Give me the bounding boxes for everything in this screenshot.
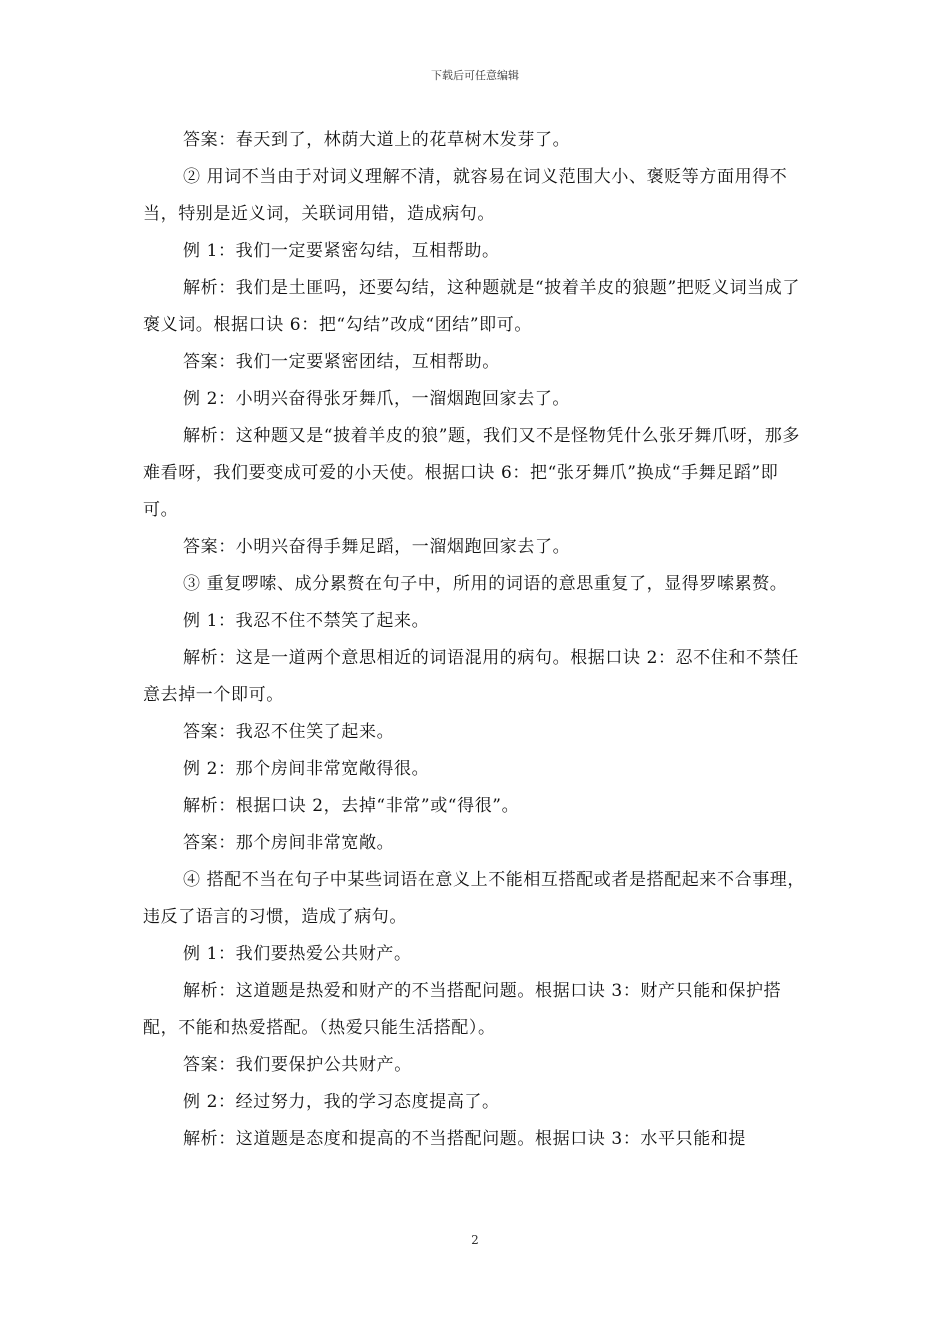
page-header: 下载后可任意编辑 xyxy=(431,69,519,82)
page-number: 2 xyxy=(471,1233,479,1247)
paragraph: 答案：小明兴奋得手舞足蹈，一溜烟跑回家去了。 xyxy=(183,537,571,557)
paragraph: 例 1：我们一定要紧密勾结，互相帮助。 xyxy=(183,241,500,261)
paragraph: 例 2：那个房间非常宽敞得很。 xyxy=(183,759,430,779)
paragraph: ② 用词不当由于对词义理解不清，就容易在词义范围大小、褒贬等方面用得不当，特别是近义词，关联词用错，造成病句。 xyxy=(143,167,788,224)
paragraph: 例 2：经过努力，我的学习态度提高了。 xyxy=(183,1092,500,1112)
paragraph: ④ 搭配不当在句子中某些词语在意义上不能相互搭配或者是搭配起来不合事理，违反了语言的习惯，造成了病句。 xyxy=(143,870,806,927)
paragraph: 答案：我们要保护公共财产。 xyxy=(183,1055,412,1075)
paragraph: 解析：我们是土匪吗，还要勾结，这种题就是“披着羊皮的狼题”把贬义词当成了褒义词。根据口诀 6：把“勾结”改成“团结”即可。 xyxy=(143,278,800,335)
paragraph: ③ 重复啰嗦、成分累赘在句子中，所用的词语的意思重复了，显得罗嗦累赘。 xyxy=(183,574,788,594)
paragraph: 解析：这道题是热爱和财产的不当搭配问题。根据口诀 3：财产只能和保护搭配，不能和热爱搭配。（热爱只能生活搭配）。 xyxy=(143,981,782,1038)
paragraph: 解析：这种题又是“披着羊皮的狼”题，我们又不是怪物凭什么张牙舞爪呀，那多难看呀，我们要变成可爱的小天使。根据口诀 6：把“张牙舞爪”换成“手舞足蹈”即可。 xyxy=(143,426,800,520)
paragraph: 例 1：我忍不住不禁笑了起来。 xyxy=(183,611,430,631)
paragraph: 解析：根据口诀 2，去掉“非常”或“得很”。 xyxy=(183,796,520,816)
paragraph: 答案：我忍不住笑了起来。 xyxy=(183,722,395,742)
paragraph: 例 2：小明兴奋得张牙舞爪，一溜烟跑回家去了。 xyxy=(183,389,571,409)
paragraph: 例 1：我们要热爱公共财产。 xyxy=(183,944,412,964)
document-body xyxy=(143,122,811,1158)
paragraph: 解析：这是一道两个意思相近的词语混用的病句。根据口诀 2：忍不住和不禁任意去掉一个即可。 xyxy=(143,648,799,705)
paragraph: 答案：那个房间非常宽敞。 xyxy=(183,833,395,853)
paragraph: 答案：我们一定要紧密团结，互相帮助。 xyxy=(183,352,500,372)
paragraph: 解析：这道题是态度和提高的不当搭配问题。根据口诀 3：水平只能和提 xyxy=(183,1129,747,1149)
paragraph: 答案：春天到了，林荫大道上的花草树木发芽了。 xyxy=(183,130,571,150)
